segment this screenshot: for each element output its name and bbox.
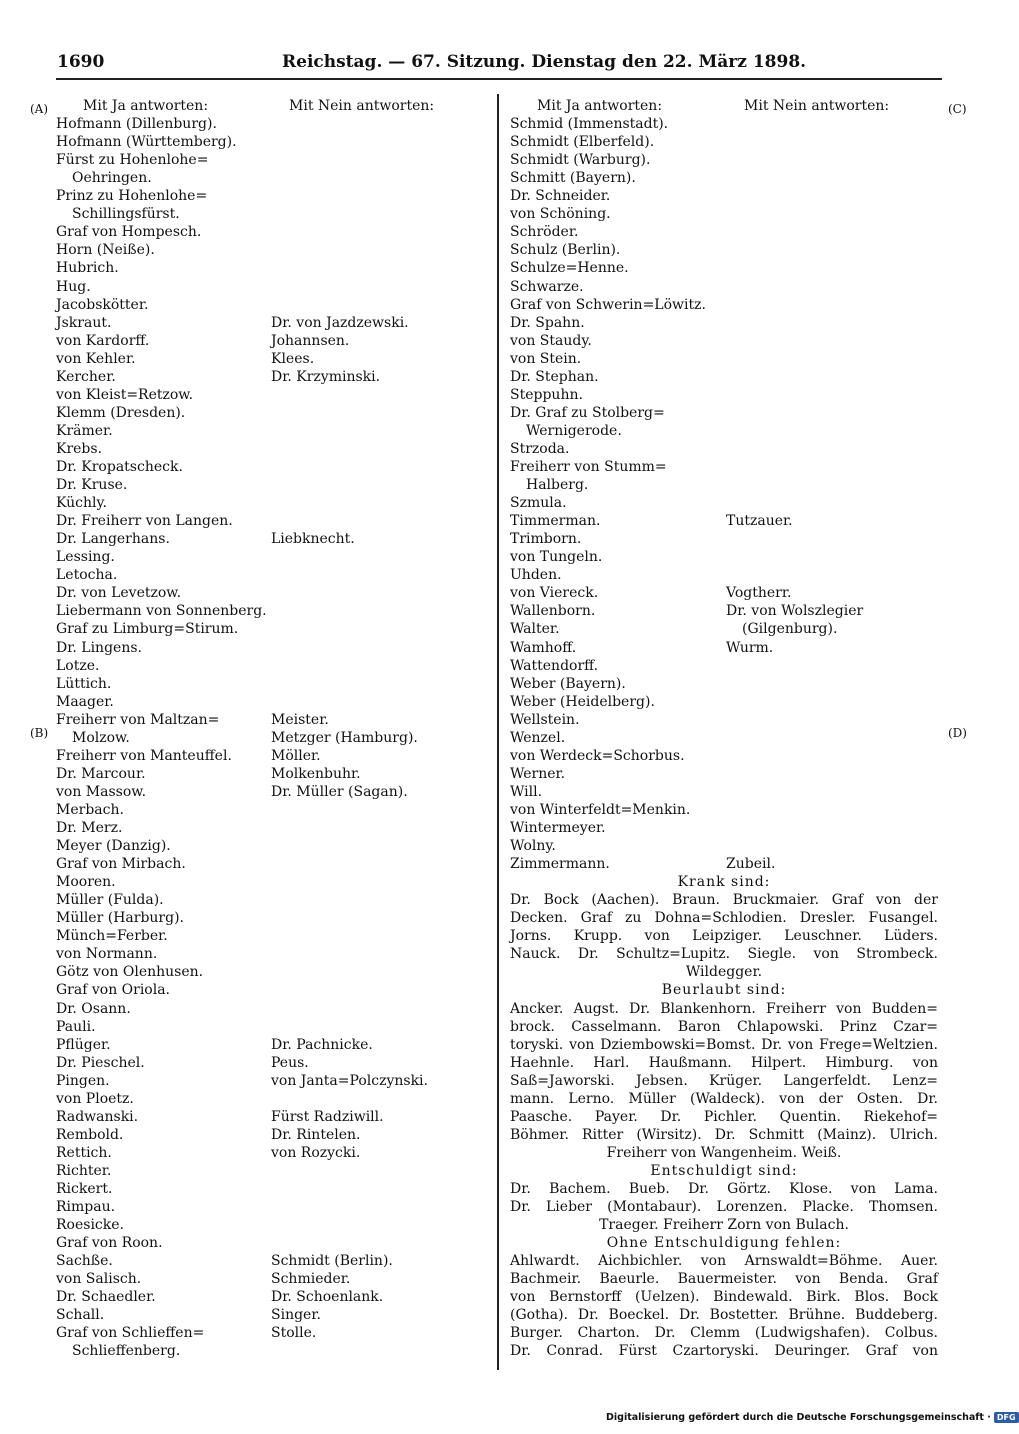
name-entry: Liebermann von Sonnenberg. xyxy=(56,603,267,620)
name-entry: von Schöning. xyxy=(510,206,611,223)
name-entry: Freiherr von Maltzan= xyxy=(56,711,220,728)
name-entry: Wattendorff. xyxy=(510,657,599,674)
name-entry: Sachße. xyxy=(56,1253,113,1270)
name-entry: Schwarze. xyxy=(510,278,584,295)
name-entry: Jskraut. xyxy=(56,314,112,331)
no-heading: Mit Nein antworten: xyxy=(744,98,890,114)
name-entry: von Staudy. xyxy=(510,332,592,349)
paragraph-line: Dr. Bachem. Bueb. Dr. Görtz. Klose. von Lama. xyxy=(510,1181,938,1197)
name-entry: Rettich. xyxy=(56,1144,112,1161)
name-entry: Schulze=Henne. xyxy=(510,260,629,277)
paragraph-line: mann. Lerno. Müller (Waldeck). von der Osten. Dr. xyxy=(510,1090,938,1107)
name-entry: Krämer. xyxy=(56,422,113,439)
name-entry: von Winterfeldt=Menkin. xyxy=(510,801,691,818)
name-entry: Horn (Neiße). xyxy=(56,242,155,259)
name-entry: Zimmermann. xyxy=(510,856,610,873)
name-entry: Dr. Spahn. xyxy=(510,314,585,331)
paragraph-line: Dr. Conrad. Fürst Czartoryski. Deuringer. Graf von xyxy=(510,1343,938,1360)
name-entry: Weber (Heidelberg). xyxy=(510,693,655,710)
paragraph-line: Decken. Graf zu Dohna=Schlodien. Dresler. Fusangel. xyxy=(510,910,938,927)
paragraph-line: brock. Casselmann. Baron Chlapowski. Prinz Czar= xyxy=(510,1018,938,1035)
name-entry: Werner. xyxy=(510,765,566,782)
name-entry: Letocha. xyxy=(56,567,118,584)
name-entry: Dr. Krzyminski. xyxy=(271,368,381,385)
name-entry: Singer. xyxy=(271,1307,321,1324)
name-entry: Molkenbuhr. xyxy=(271,765,361,782)
name-entry: Dr. Lingens. xyxy=(56,639,142,656)
paragraph-line: Dr. Lieber (Montabaur). Lorenzen. Placke. Thomsen. xyxy=(510,1199,938,1216)
name-entry: Will. xyxy=(510,783,543,800)
section-heading: Beurlaubt sind: xyxy=(661,982,787,999)
margin-marker-a: (A) xyxy=(30,102,49,116)
name-entry: Graf von Schwerin=Löwitz. xyxy=(510,296,706,313)
name-entry: Dr. Schneider. xyxy=(510,188,611,205)
name-entry: (Gilgenburg). xyxy=(742,621,838,638)
name-entry: Pingen. xyxy=(56,1072,110,1089)
paragraph-line: Ahlwardt. Aichbichler. von Arnswaldt=Böhme. Auer. xyxy=(510,1253,938,1270)
paragraph-line: von Bernstorff (Uelzen). Bindewald. Birk. Blos. Bock xyxy=(510,1289,938,1306)
name-entry: Schlieffenberg. xyxy=(72,1343,181,1360)
name-entry: Zubeil. xyxy=(726,856,776,873)
name-entry: Wenzel. xyxy=(510,729,566,746)
paragraph-line: Haehnle. Harl. Haußmann. Hilpert. Himburg. von xyxy=(510,1054,938,1071)
margin-marker-c: (C) xyxy=(948,102,967,116)
name-entry: Münch=Ferber. xyxy=(56,928,168,945)
name-entry: Vogtherr. xyxy=(726,585,792,602)
page-title: Reichstag. — 67. Sitzung. Dienstag den 22. März 1898. xyxy=(282,52,807,72)
name-entry: von Rozycki. xyxy=(271,1144,361,1161)
name-entry: Dr. von Jazdzewski. xyxy=(271,314,409,331)
margin-marker-d: (D) xyxy=(948,726,967,740)
name-entry: Lessing. xyxy=(56,549,115,566)
name-entry: von Kardorff. xyxy=(56,332,150,349)
name-entry: Wolny. xyxy=(510,838,556,855)
paragraph-line: Dr. Bock (Aachen). Braun. Bruckmaier. Graf von der xyxy=(510,892,938,909)
name-entry: Stolle. xyxy=(271,1325,317,1342)
name-entry: Richter. xyxy=(56,1162,112,1179)
paragraph-line: (Gotha). Dr. Boeckel. Dr. Bostetter. Brühne. Buddeberg. xyxy=(510,1307,938,1324)
name-entry: Schmidt (Berlin). xyxy=(271,1253,393,1270)
column-divider xyxy=(497,94,499,1370)
section-heading: Ohne Entschuldigung fehlen: xyxy=(606,1235,842,1252)
name-entry: von Kleist=Retzow. xyxy=(56,386,194,403)
paragraph-line: toryski. von Dziembowski=Bomst. Dr. von Frege=Weltzien. xyxy=(510,1036,938,1053)
name-entry: Dr. Pachnicke. xyxy=(271,1036,373,1053)
name-entry: Dr. Langerhans. xyxy=(56,531,170,548)
yes-heading: Mit Ja antworten: xyxy=(83,98,209,114)
name-entry: Wernigerode. xyxy=(526,422,622,439)
name-entry: Müller (Fulda). xyxy=(56,892,164,909)
section-heading: Krank sind: xyxy=(677,874,771,891)
name-entry: Meister. xyxy=(271,711,329,728)
name-entry: Graf von Oriola. xyxy=(56,982,171,999)
paragraph-line: Ancker. Augst. Dr. Blankenhorn. Freiherr von Budden= xyxy=(510,1000,938,1017)
header-rule xyxy=(56,78,942,80)
name-entry: Schröder. xyxy=(510,224,579,241)
name-entry: Schulz (Berlin). xyxy=(510,242,621,259)
name-entry: Szmula. xyxy=(510,495,567,512)
name-entry: Schmitt (Bayern). xyxy=(510,170,636,187)
paragraph-line: Jorns. Krupp. von Leipziger. Leuschner. Lüders. xyxy=(510,928,938,945)
name-entry: von Ploetz. xyxy=(56,1090,134,1107)
margin-marker-b: (B) xyxy=(30,726,49,740)
name-entry: Dr. Marcour. xyxy=(56,765,146,782)
name-entry: Molzow. xyxy=(72,729,130,746)
no-heading: Mit Nein antworten: xyxy=(289,98,435,114)
name-entry: Freiherr von Stumm= xyxy=(510,459,667,475)
name-entry: Dr. Graf zu Stolberg= xyxy=(510,404,665,421)
name-entry: Lüttich. xyxy=(56,675,112,692)
name-entry: von Werdeck=Schorbus. xyxy=(510,747,685,764)
name-entry: Pflüger. xyxy=(56,1036,111,1053)
name-entry: Müller (Harburg). xyxy=(56,910,184,927)
name-entry: Dr. Kruse. xyxy=(56,477,128,494)
name-entry: Dr. Kropatscheck. xyxy=(56,459,183,475)
name-entry: Peus. xyxy=(271,1054,309,1071)
name-entry: Rembold. xyxy=(56,1126,124,1143)
page-number: 1690 xyxy=(57,52,105,72)
name-entry: Wurm. xyxy=(726,639,774,656)
name-entry: Schmidt (Elberfeld). xyxy=(510,134,655,151)
name-entry: Schillingsfürst. xyxy=(72,206,180,223)
name-entry: Schmidt (Warburg). xyxy=(510,152,651,169)
yes-heading: Mit Ja antworten: xyxy=(537,98,663,114)
name-entry: Timmerman. xyxy=(510,513,601,530)
name-entry: Klemm (Dresden). xyxy=(56,404,186,421)
name-entry: Wintermeyer. xyxy=(510,820,606,836)
name-entry: von Viereck. xyxy=(510,585,599,602)
name-entry: Halberg. xyxy=(526,477,589,494)
name-entry: Schmieder. xyxy=(271,1271,351,1288)
name-entry: Krebs. xyxy=(56,440,103,457)
name-entry: Götz von Olenhusen. xyxy=(56,964,204,981)
name-entry: Mooren. xyxy=(56,874,116,891)
name-entry: Uhden. xyxy=(510,567,562,584)
name-entry: Tutzauer. xyxy=(726,513,793,530)
name-entry: Dr. Freiherr von Langen. xyxy=(56,513,233,530)
name-entry: Graf von Hompesch. xyxy=(56,224,202,241)
paragraph-line: Saß=Jaworski. Jebsen. Krüger. Langerfeldt. Lenz= xyxy=(510,1072,938,1089)
paragraph-line: Burger. Charton. Dr. Clemm (Ludwigshafen). Colbus. xyxy=(510,1325,938,1342)
name-entry: Hofmann (Württemberg). xyxy=(56,134,237,151)
name-entry: von Salisch. xyxy=(56,1271,142,1288)
name-entry: Graf von Roon. xyxy=(56,1235,163,1252)
name-entry: von Tungeln. xyxy=(510,549,603,566)
name-entry: Fürst zu Hohenlohe= xyxy=(56,152,209,169)
name-entry: Steppuhn. xyxy=(510,386,583,403)
name-entry: Graf von Schlieffen= xyxy=(56,1325,205,1342)
name-entry: Jacobskötter. xyxy=(56,296,149,313)
name-entry: Pauli. xyxy=(56,1018,96,1035)
name-entry: Dr. Rintelen. xyxy=(271,1126,361,1143)
name-entry: Küchly. xyxy=(56,495,108,512)
name-entry: Weber (Bayern). xyxy=(510,675,626,692)
name-entry: von Massow. xyxy=(56,783,147,800)
footer-text: Digitalisierung gefördert durch die Deutsche Forschungsgemeinschaft · xyxy=(606,1412,991,1423)
name-entry: Hubrich. xyxy=(56,260,119,277)
name-entry: Dr. von Levetzow. xyxy=(56,585,182,602)
name-entry: Trimborn. xyxy=(510,531,582,548)
name-entry: Möller. xyxy=(271,747,321,764)
name-entry: Meyer (Danzig). xyxy=(56,838,171,855)
name-entry: Prinz zu Hohenlohe= xyxy=(56,188,208,205)
name-entry: Rimpau. xyxy=(56,1199,116,1216)
paragraph-line: Böhmer. Ritter (Wirsitz). Dr. Schmitt (Mainz). Ulrich. xyxy=(510,1126,938,1143)
name-entry: Dr. Osann. xyxy=(56,1000,131,1017)
name-entry: Radwanski. xyxy=(56,1108,139,1125)
name-entry: Wamhoff. xyxy=(510,639,577,656)
name-entry: Schall. xyxy=(56,1307,105,1324)
paragraph-line: Nauck. Dr. Schultz=Lupitz. Siegle. von Strombeck. xyxy=(510,946,938,963)
paragraph-line: Paasche. Payer. Dr. Pichler. Quentin. Riekehof= xyxy=(510,1108,938,1125)
name-entry: Roesicke. xyxy=(56,1217,124,1234)
name-entry: Dr. von Wolszlegier xyxy=(726,603,864,620)
name-entry: Schmid (Immenstadt). xyxy=(510,116,669,133)
name-entry: Freiherr von Manteuffel. xyxy=(56,747,232,764)
name-entry: Graf von Mirbach. xyxy=(56,856,186,873)
name-entry: Wallenborn. xyxy=(510,603,596,620)
name-entry: Merbach. xyxy=(56,801,124,818)
paragraph-line: Traeger. Freiherr Zorn von Bulach. xyxy=(599,1217,849,1234)
name-entry: Klees. xyxy=(271,350,315,367)
name-entry: von Kehler. xyxy=(56,350,136,367)
name-entry: Walter. xyxy=(510,621,560,638)
name-entry: Dr. Schoenlank. xyxy=(271,1289,384,1306)
name-entry: Dr. Stephan. xyxy=(510,368,599,385)
name-entry: Hofmann (Dillenburg). xyxy=(56,116,217,133)
name-entry: Fürst Radziwill. xyxy=(271,1108,384,1125)
name-entry: Dr. Merz. xyxy=(56,820,123,836)
section-heading: Entschuldigt sind: xyxy=(650,1162,798,1179)
name-entry: Maager. xyxy=(56,693,114,710)
name-entry: Oehringen. xyxy=(72,170,152,187)
name-entry: Dr. Müller (Sagan). xyxy=(271,783,408,800)
paragraph-line: Wildegger. xyxy=(685,964,763,981)
name-entry: Strzoda. xyxy=(510,440,570,457)
name-entry: Hug. xyxy=(56,278,91,295)
name-entry: Wellstein. xyxy=(510,711,580,728)
name-entry: Kercher. xyxy=(56,368,116,385)
name-entry: Metzger (Hamburg). xyxy=(271,729,418,746)
name-entry: Dr. Schaedler. xyxy=(56,1289,156,1306)
dfg-logo: DFG xyxy=(994,1412,1019,1423)
footer-credit xyxy=(606,1412,1019,1423)
name-entry: Lotze. xyxy=(56,657,100,674)
name-entry: Rickert. xyxy=(56,1181,113,1197)
name-entry: Graf zu Limburg=Stirum. xyxy=(56,621,239,638)
name-entry: Liebknecht. xyxy=(271,531,355,548)
paragraph-line: Freiherr von Wangenheim. Weiß. xyxy=(606,1144,842,1161)
name-entry: von Normann. xyxy=(56,946,158,963)
name-entry: von Stein. xyxy=(510,350,582,367)
name-entry: Dr. Pieschel. xyxy=(56,1054,145,1071)
name-entry: Johannsen. xyxy=(271,332,350,349)
paragraph-line: Bachmeir. Baeurle. Bauermeister. von Benda. Graf xyxy=(510,1271,938,1288)
name-entry: von Janta=Polczynski. xyxy=(271,1072,428,1089)
